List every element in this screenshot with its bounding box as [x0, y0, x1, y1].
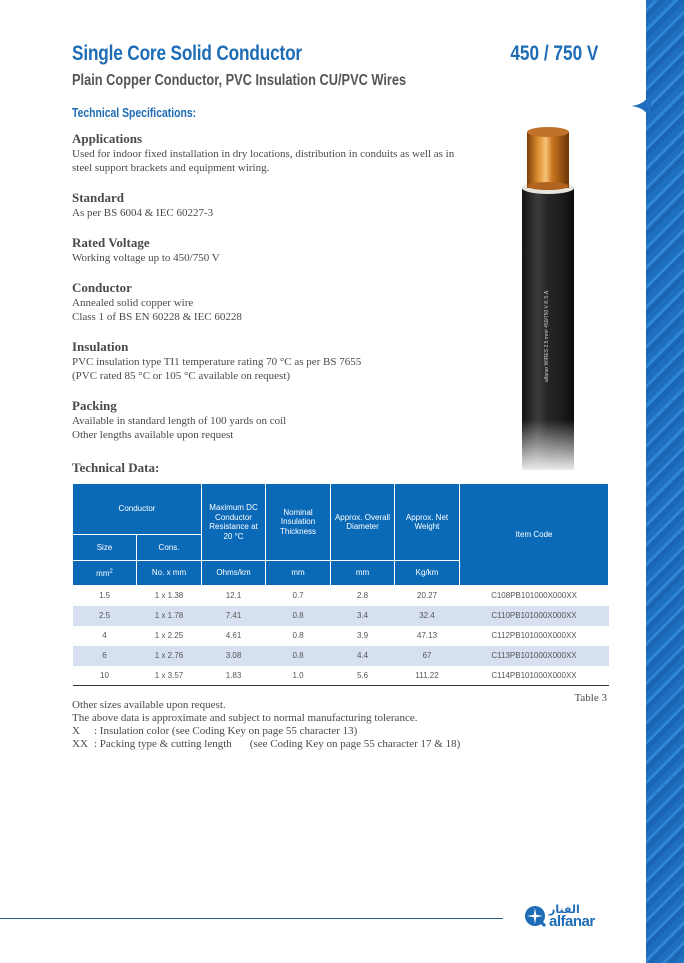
page-title: Single Core Solid Conductor [72, 42, 302, 65]
section-packing [72, 398, 502, 442]
footer-divider [0, 918, 503, 919]
section-text: Working voltage up to 450/750 V [72, 252, 220, 264]
section-standard [72, 190, 502, 220]
header-size: Size [73, 535, 137, 561]
unit-weight: Kg/km [395, 561, 460, 586]
section-text: PVC insulation type TI1 temperature rating 70 °C as per BS 7655 [72, 356, 362, 368]
unit-diameter: mm [331, 561, 395, 586]
cell-insulation: 0.8 [292, 631, 304, 640]
decorative-side-band [646, 0, 684, 963]
note-xx [72, 738, 460, 751]
cell-weight: 111.22 [395, 666, 460, 686]
cell-diameter: 4.4 [331, 646, 395, 666]
cell-diameter: 5.6 [331, 666, 395, 686]
cell-cons: 1 x 2.76 [137, 646, 202, 666]
table-row [73, 606, 609, 626]
section-text: Available in standard length of 100 yards on coil [72, 415, 287, 427]
logo-english-text: alfanar [549, 913, 595, 930]
note-x [72, 725, 460, 738]
cell-cons: 1 x 2.25 [154, 631, 184, 640]
note-text: : Insulation color (see Coding Key on page 55 character 13) [94, 725, 358, 737]
cell-weight: 47.13 [417, 631, 438, 640]
section-text: steel support brackets and equipment wiring. [72, 162, 270, 174]
header-cons: Cons. [137, 535, 202, 561]
section-heading: Packing [72, 398, 117, 413]
table-row [73, 626, 609, 646]
cell-size: 1.5 [98, 591, 111, 601]
header-resistance: Maximum DC Conductor Resistance at 20 °C [202, 484, 266, 561]
cell-resistance: 1.83 [202, 666, 266, 686]
unit-resistance: Ohms/km [202, 561, 266, 586]
cell-item-code: C108PB101000X000XX [491, 591, 577, 601]
section-heading: Applications [72, 131, 143, 146]
unit-insulation: mm [266, 561, 331, 586]
header-conductor: Conductor [73, 484, 202, 535]
section-text: Class 1 of BS EN 60228 & IEC 60228 [72, 311, 242, 323]
note-reference: (see Coding Key on page 55 character 17 & 18) [249, 738, 461, 750]
alfanar-logo-icon [524, 905, 546, 927]
cell-resistance: 7.41 [202, 606, 266, 626]
cell-diameter: 3.4 [331, 606, 395, 626]
cell-cons: 1 x 1.78 [137, 606, 202, 626]
section-heading: Rated Voltage [72, 235, 150, 250]
cell-weight: 32.4 [395, 606, 460, 626]
cell-size: 10 [73, 666, 137, 686]
table-row [73, 666, 609, 686]
specifications-heading: Technical Specifications: [72, 105, 197, 120]
section-heading: Conductor [72, 280, 132, 295]
cell-weight: 67 [395, 646, 460, 666]
cell-size: 4 [102, 631, 107, 640]
section-insulation [72, 339, 502, 383]
cell-size: 6 [73, 646, 137, 666]
cell-cons: 1 x 1.38 [154, 591, 184, 601]
cell-insulation: 0.8 [266, 646, 331, 666]
section-text: (PVC rated 85 °C or 105 °C available on request) [72, 370, 291, 382]
cell-insulation: 1.0 [266, 666, 331, 686]
unit-size-superscript: 2 [109, 568, 113, 575]
unit-size-text: mm [96, 568, 110, 578]
header-insulation-thickness: Nominal Insulation Thickness [266, 484, 331, 561]
note-key: X [72, 725, 80, 737]
cell-insulation: 0.8 [266, 606, 331, 626]
table-notes [72, 699, 460, 751]
note-line: The above data is approximate and subject to normal manufacturing tolerance. [72, 712, 418, 724]
note-line: Other sizes available upon request. [72, 699, 226, 711]
header-item-code: Item Code [460, 484, 609, 586]
cell-cons: 1 x 3.57 [137, 666, 202, 686]
section-conductor [72, 280, 502, 324]
unit-cons: No. x mm [137, 561, 202, 586]
cell-item-code: C112PB101000X000XX [491, 631, 577, 640]
header-overall-diameter: Approx. Overall Diameter [331, 484, 395, 561]
cell-item-code: C114PB101000X000XX [460, 666, 609, 686]
section-heading: Standard [72, 190, 125, 205]
cable-print-text: alfanar WIRES 2.5 mm² 450/750 V K.S.A. [544, 289, 550, 382]
section-text: Other lengths available upon request [72, 429, 234, 441]
cell-diameter: 3.9 [356, 631, 369, 640]
cell-insulation: 0.7 [292, 591, 304, 601]
section-text: Annealed solid copper wire [72, 297, 194, 309]
cable-product-image [500, 120, 600, 480]
note-key: XX [72, 738, 88, 750]
cell-size: 2.5 [73, 606, 137, 626]
section-text: Used for indoor fixed installation in dry locations, distribution in conduits as well as in [72, 148, 455, 160]
section-rated-voltage [72, 235, 502, 265]
cell-item-code: C113PB101000X000XX [460, 646, 609, 666]
table-row [73, 586, 609, 606]
section-applications [72, 131, 502, 175]
voltage-rating: 450 / 750 V [509, 42, 598, 65]
table-label: Table 3 [574, 692, 607, 704]
logo-arabic-text: الفنار [549, 903, 580, 916]
cell-weight: 20.27 [417, 591, 438, 601]
cell-resistance: 12.1 [225, 591, 242, 601]
table-row [73, 646, 609, 666]
cell-resistance: 4.61 [225, 631, 242, 640]
section-text: As per BS 6004 & IEC 60227-3 [72, 207, 214, 219]
technical-data-heading: Technical Data: [72, 460, 160, 475]
page-subtitle: Plain Copper Conductor, PVC Insulation CU/PVC Wires [72, 72, 407, 89]
cell-resistance: 3.08 [202, 646, 266, 666]
header-net-weight: Approx. Net Weight [395, 484, 460, 561]
section-heading: Insulation [72, 339, 129, 354]
technical-data-table [72, 483, 609, 686]
side-band-notch [631, 88, 651, 124]
note-text: : Packing type & cutting length [94, 738, 232, 750]
unit-size [73, 561, 137, 586]
cell-diameter: 2.8 [356, 591, 369, 601]
cell-item-code: C110PB101000X000XX [460, 606, 609, 626]
